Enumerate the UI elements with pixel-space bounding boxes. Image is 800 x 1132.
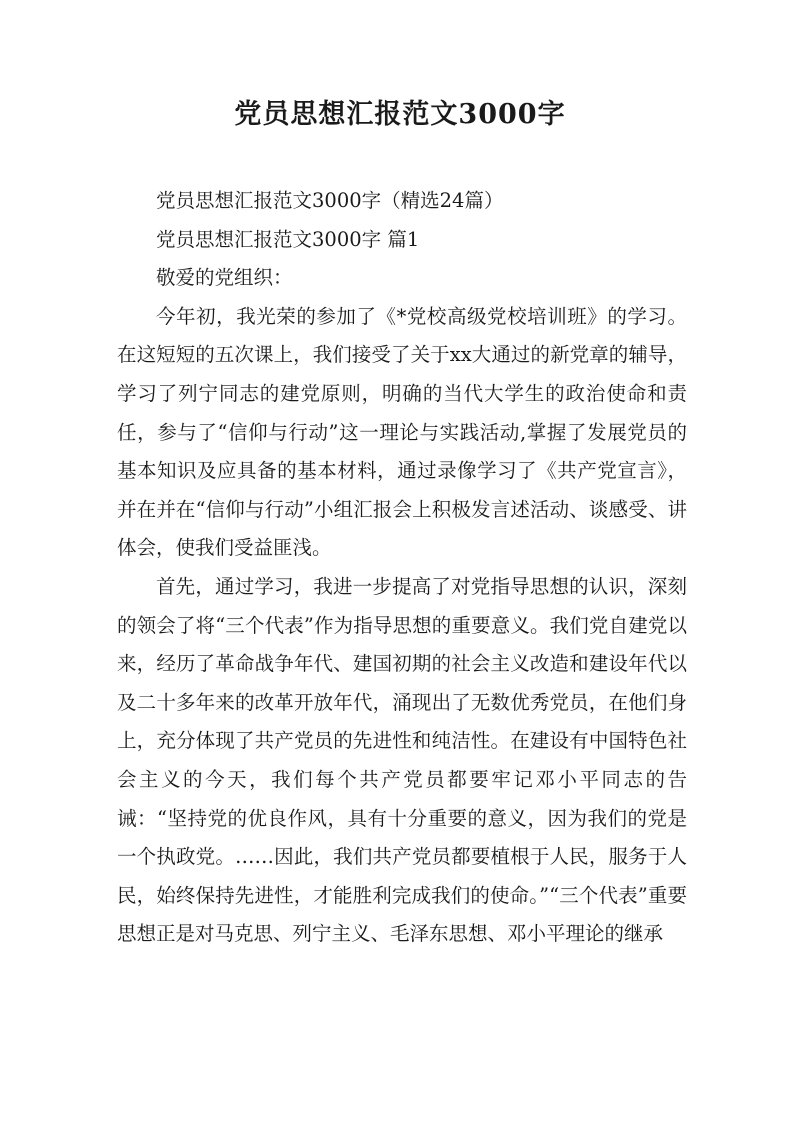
body-paragraph: 首先，通过学习，我进一步提高了对党指导思想的认识，深刻的领会了将“三个代表”作为指导思想的重要意义。我们党自建党以来，经历了革命战争年代、建国初期的社会主义改造和建设年代以及二十多年来的改革开放年代，涌现出了无数优秀党员，在他们身上，充分体现了共产党员的先进性和纯洁性。在建设有中国特色社会主义的今天，我们每个共产党员都要牢记邓小平同志的告诫：“坚持党的优良作风，具有十分重要的意义，因为我们的党是一个执政党。……因此，我们共产党员都要植根于人民，服务于人民，始终保持先进性，才能胜利完成我们的使命。”“三个代表”重要思想正是对马克思、列宁主义、毛泽东思想、邓小平理论的继承	[117, 574, 687, 946]
document-body	[117, 182, 687, 954]
document-title: 党员思想汇报范文3000字	[234, 99, 566, 130]
salutation: 敬爱的党组织：	[156, 266, 293, 290]
subtitle-line: 党员思想汇报范文3000字（精选24篇）	[156, 189, 504, 212]
section-heading: 党员思想汇报范文3000字 篇1	[156, 227, 420, 251]
body-paragraph: 今年初，我光荣的参加了《*党校高级党校培训班》的学习。在这短短的五次课上，我们接受了关于xx大通过的新党章的辅导，学习了列宁同志的建党原则，明确的当代大学生的政治使命和责任，参与了“信仰与行动”这一理论与实践活动,掌握了发展党员的基本知识及应具备的基本材料，通过录像学习了《共产党宣言》，并在并在“信仰与行动”小组汇报会上积极发言述活动、谈感受、讲体会，使我们受益匪浅。	[117, 304, 687, 560]
